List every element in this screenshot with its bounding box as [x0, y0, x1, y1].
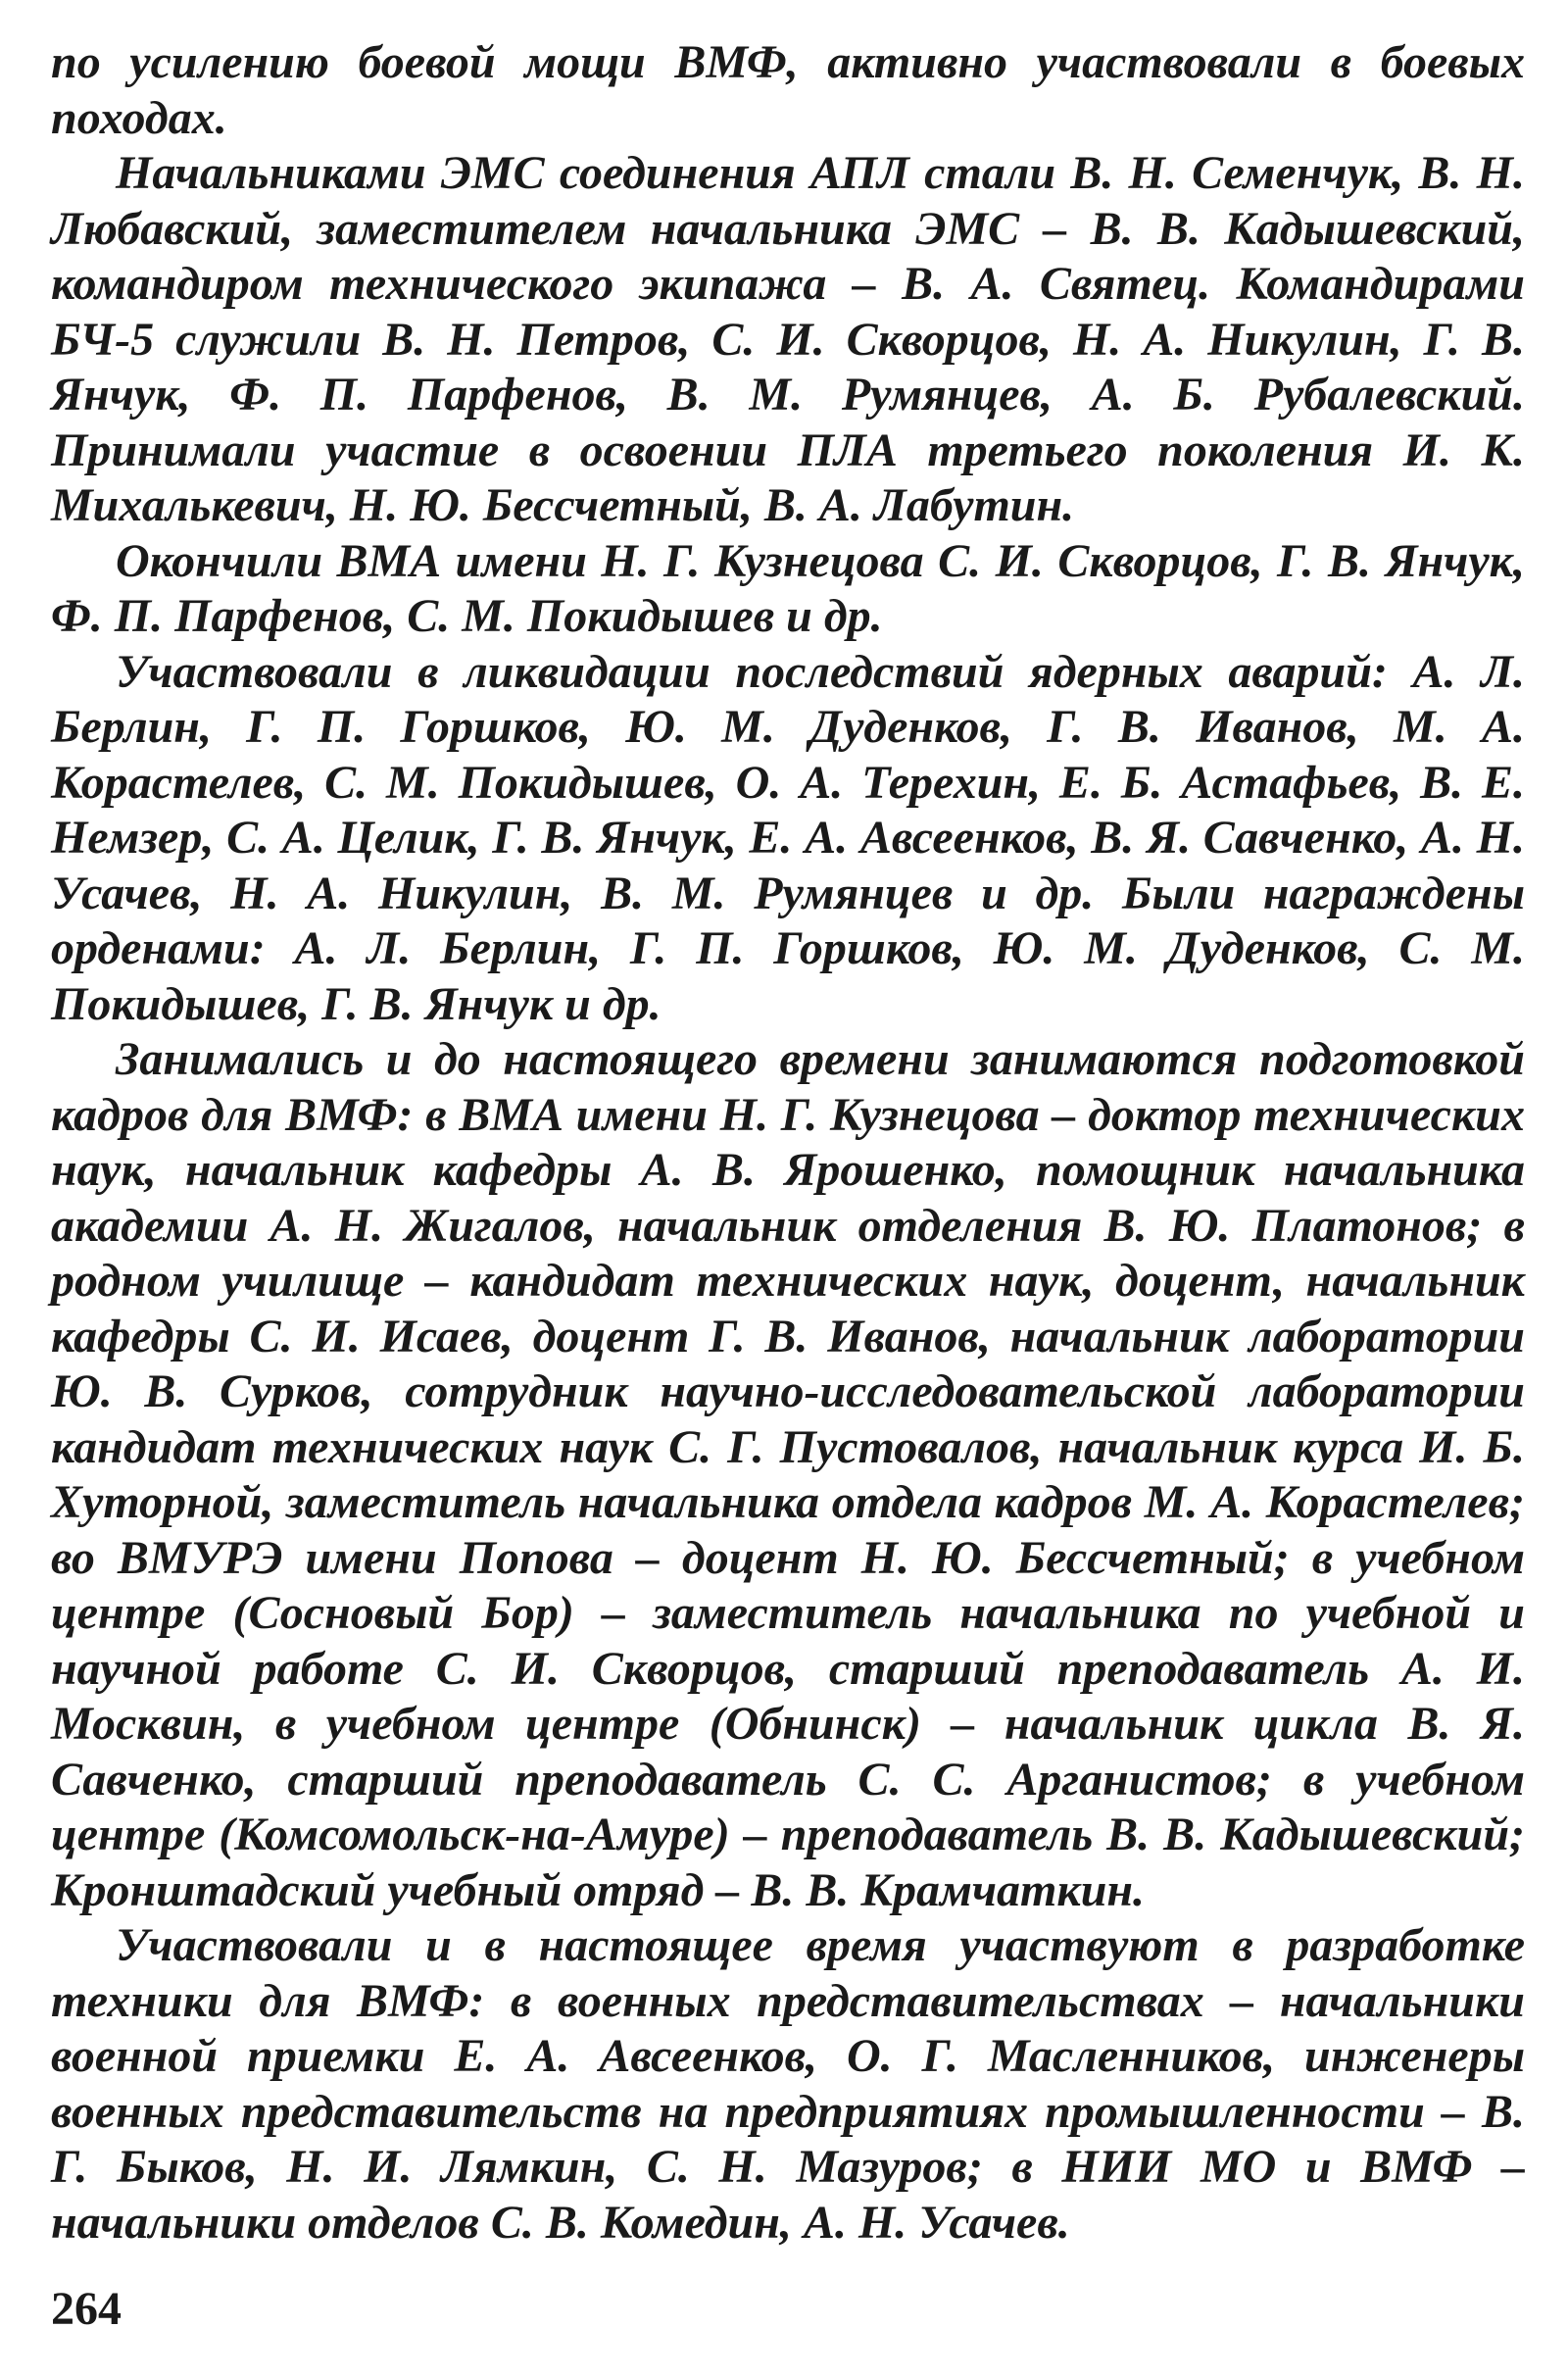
paragraph-ems-chiefs: Начальниками ЭМС соединения АПЛ стали В. Н. Семенчук, В. Н. Любавский, заместителем начальника ЭМС – В. В. Кадышевский, командиром технического экипажа – В. А. Святец. Командирами БЧ-5 служили В. Н. Петров, С. И. Скворцов, Н. А. Никулин, Г. В. Янчук, Ф. П. Парфенов, В. М. Румянцев, А. Б. Рубалевский. Принимали участие в освоении ПЛА третьего поколения И. К. Михалькевич, Н. Ю. Бессчетный, В. А. Лабутин. [51, 147, 1525, 531]
paragraph-accident-liquidation: Участвовали в ликвидации последствий ядерных аварий: А. Л. Берлин, Г. П. Горшков, Ю. М. Дуденков, Г. В. Иванов, М. А. Корастелев, С. М. Покидышев, О. А. Терехин, Е. Б. Астафьев, В. Е. Немзер, С. А. Целик, Г. В. Янчук, Е. А. Авсеенков, В. Я. Савченко, А. Н. Усачев, Н. А. Никулин, В. М. Румянцев и др. Были награждены орденами: А. Л. Берлин, Г. П. Горшков, Ю. М. Дуденков, С. М. Покидышев, Г. В. Янчук и др. [51, 645, 1525, 1030]
paragraph-equipment-development: Участвовали и в настоящее время участвуют в разработке техники для ВМФ: в военных представительствах – начальники военной приемки Е. А. Авсеенков, О. Г. Масленников, инженеры военных представительств на предприятиях промышленности – В. Г. Быков, Н. И. Лямкин, С. Н. Мазуров; в НИИ МО и ВМФ – начальники отделов С. В. Комедин, А. Н. Усачев. [51, 1919, 1525, 2249]
page-number: 264 [51, 2283, 122, 2335]
paragraph-continuation: по усилению боевой мощи ВМФ, активно участвовали в боевых походах. [51, 36, 1525, 144]
page-body [51, 35, 1525, 2251]
paragraph-vma-graduates: Окончили ВМА имени Н. Г. Кузнецова С. И. Скворцов, Г. В. Янчук, Ф. П. Парфенов, С. М. Покидышев и др. [51, 534, 1525, 642]
paragraph-personnel-training: Занимались и до настоящего времени занимаются подготовкой кадров для ВМФ: в ВМА имени Н. Г. Кузнецова – доктор технических наук, начальник кафедры А. В. Ярошенко, помощник начальника академии А. Н. Жигалов, начальник отделения В. Ю. Платонов; в родном училище – кандидат технических наук, доцент, начальник кафедры С. И. Исаев, доцент Г. В. Иванов, начальник лаборатории Ю. В. Сурков, сотрудник научно-исследовательской лаборатории кандидат технических наук С. Г. Пустовалов, начальник курса И. Б. Хуторной, заместитель начальника отдела кадров М. А. Корастелев; во ВМУРЭ имени Попова – доцент Н. Ю. Бессчетный; в учебном центре (Сосновый Бор) – заместитель начальника по учебной и научной работе С. И. Скворцов, старший преподаватель А. И. Москвин, в учебном центре (Обнинск) – начальник цикла В. Я. Савченко, старший преподаватель С. С. Арганистов; в учебном центре (Комсомольск-на-Амуре) – преподаватель В. В. Кадышевский; Кронштадский учебный отряд – В. В. Крамчаткин. [51, 1033, 1525, 1916]
